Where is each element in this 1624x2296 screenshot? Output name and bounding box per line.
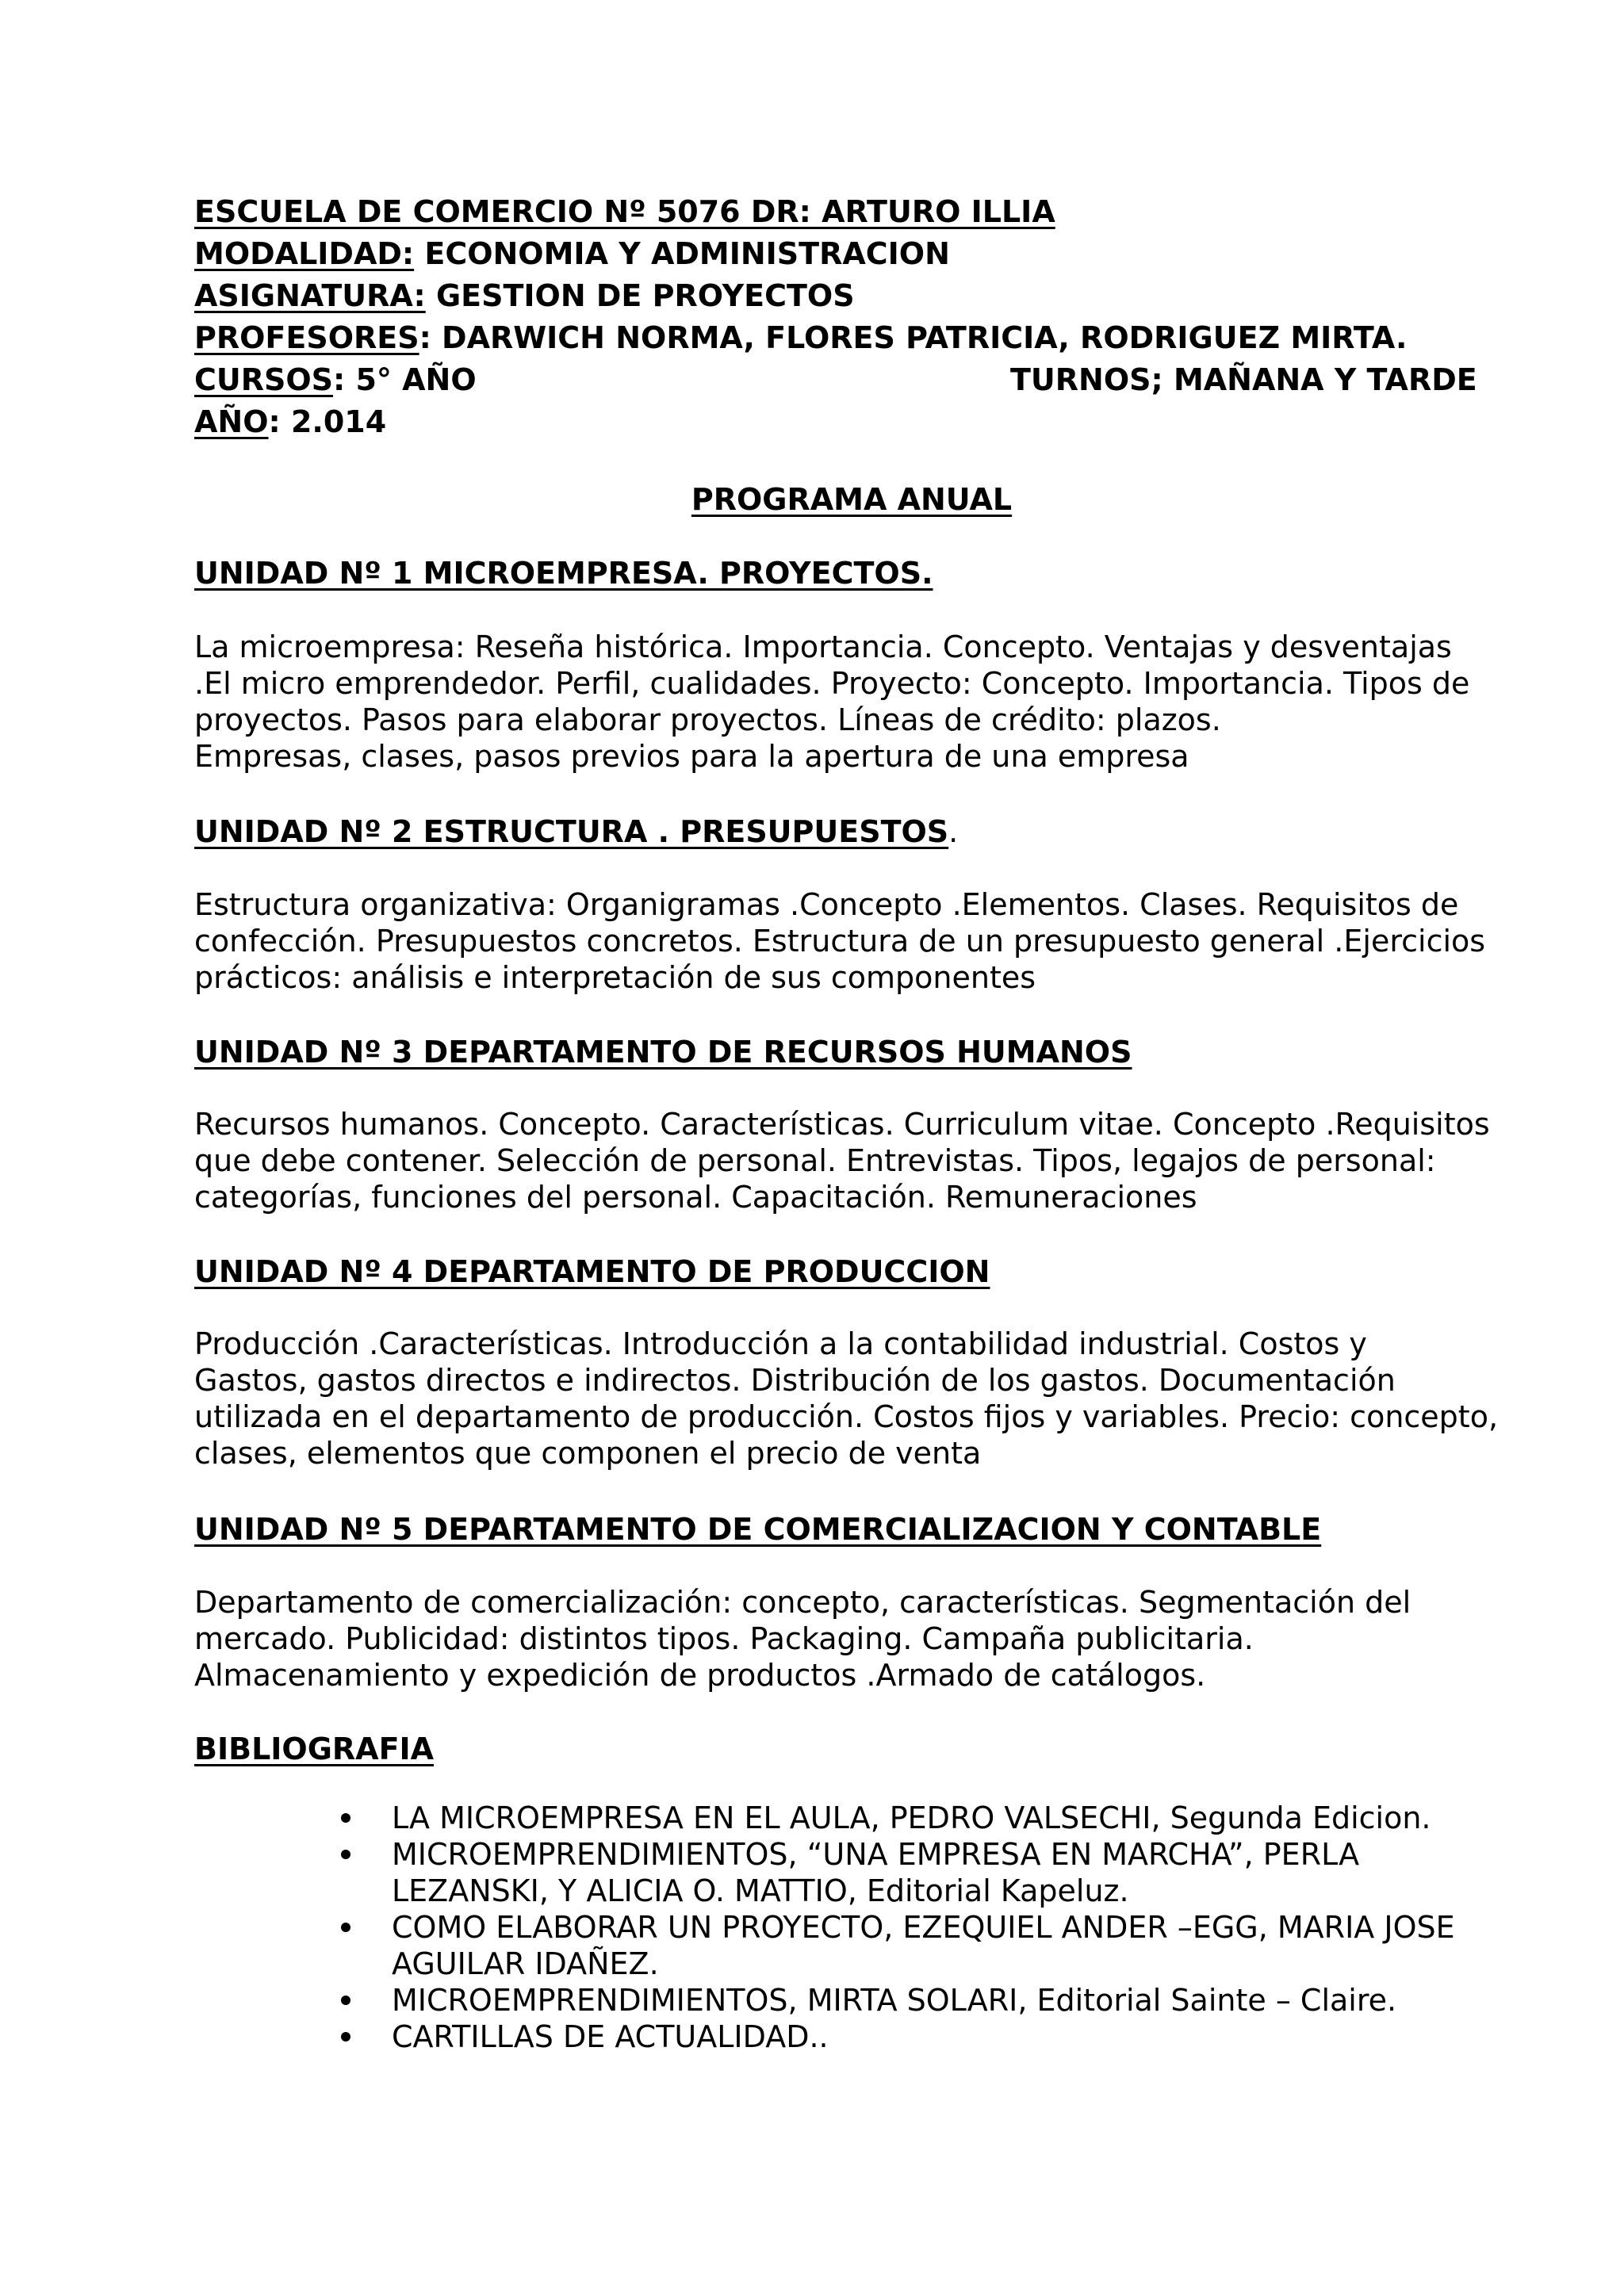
unit-1-heading: UNIDAD Nº 1 MICROEMPRESA. PROYECTOS. [194, 556, 933, 591]
bullet-icon [341, 2032, 350, 2042]
unit-3-line: categorías, funciones del personal. Capacitación. Remuneraciones [194, 1180, 1197, 1215]
bibliography-item-line: MICROEMPRENDIMIENTOS, MIRTA SOLARI, Editorial Sainte – Claire. [392, 1983, 1397, 2018]
school-name: ESCUELA DE COMERCIO Nº 5076 DR: ARTURO ILLIA [194, 194, 1055, 229]
unit-2-line: prácticos: análisis e interpretación de sus componentes [194, 960, 1036, 995]
unit-2-text [194, 886, 1511, 996]
unit-4-line: clases, elementos que componen el precio de venta [194, 1436, 982, 1471]
unit-2-line: Estructura organizativa: Organigramas .Concepto .Elementos. Clases. Requisitos de [194, 887, 1459, 922]
unit-5-heading: UNIDAD Nº 5 DEPARTAMENTO DE COMERCIALIZACION Y CONTABLE [194, 1512, 1322, 1547]
unit-1-line: La microempresa: Reseña histórica. Importancia. Concepto. Ventajas y desventajas [194, 629, 1452, 664]
anio-value: : 2.014 [268, 404, 387, 439]
cursos-value: : 5° AÑO [333, 362, 477, 397]
unit-2-line: confección. Presupuestos concretos. Estructura de un presupuesto general .Ejercicios [194, 924, 1486, 959]
bibliography-item [341, 1982, 1455, 2019]
bibliography-heading: BIBLIOGRAFIA [194, 1732, 435, 1766]
asignatura-label: ASIGNATURA: [194, 278, 426, 313]
unit-4-text [194, 1326, 1511, 1471]
bibliography-item [341, 1836, 1455, 1909]
bibliography-item-line: MICROEMPRENDIMIENTOS, “UNA EMPRESA EN MARCHA”, PERLA [392, 1837, 1360, 1872]
unit-4-line: Producción .Características. Introducción a la contabilidad industrial. Costos y [194, 1326, 1367, 1361]
cursos-line [194, 362, 477, 397]
unit-1-text [194, 629, 1511, 775]
unit-1-line: proyectos. Pasos para elaborar proyectos. Líneas de crédito: plazos. [194, 702, 1221, 737]
unit-1-line: Empresas, clases, pasos previos para la apertura de una empresa [194, 739, 1189, 774]
unit-4-line: utilizada en el departamento de producción. Costos fijos y variables. Precio: concepto, [194, 1399, 1499, 1434]
unit-5-text [194, 1584, 1511, 1693]
unit-3-line: que debe contener. Selección de personal. Entrevistas. Tipos, legajos de personal: [194, 1143, 1436, 1178]
anio-line [194, 404, 387, 439]
unit-2-heading-line [194, 814, 959, 849]
unit-1-line: .El micro emprendedor. Perfil, cualidades. Proyecto: Concepto. Importancia. Tipos de [194, 666, 1470, 701]
unit-2-heading: UNIDAD Nº 2 ESTRUCTURA . PRESUPUESTOS [194, 814, 949, 849]
cursos-label: CURSOS [194, 362, 334, 397]
profesores-label: PROFESORES [194, 320, 419, 355]
bibliography-item [341, 1909, 1455, 1982]
profesores-line [194, 320, 1408, 355]
asignatura-line [194, 278, 855, 313]
bibliography-item-line: LEZANSKI, Y ALICIA O. MATTIO, Editorial Kapeluz. [392, 1873, 1129, 1908]
unit-4-heading: UNIDAD Nº 4 DEPARTAMENTO DE PRODUCCION [194, 1254, 990, 1289]
bullet-icon [341, 1923, 350, 1932]
modalidad-line [194, 236, 950, 271]
page-title: PROGRAMA ANUAL [691, 482, 1013, 517]
modalidad-label: MODALIDAD: [194, 236, 415, 271]
unit-2-heading-suffix: . [948, 814, 959, 849]
bullet-icon [341, 1813, 350, 1823]
unit-4-line: Gastos, gastos directos e indirectos. Distribución de los gastos. Documentación [194, 1363, 1396, 1398]
unit-3-heading: UNIDAD Nº 3 DEPARTAMENTO DE RECURSOS HUMANOS [194, 1035, 1132, 1070]
unit-5-line: mercado. Publicidad: distintos tipos. Packaging. Campaña publicitaria. [194, 1621, 1254, 1656]
bibliography-list [341, 1800, 1455, 2055]
bibliography-item-line: COMO ELABORAR UN PROYECTO, EZEQUIEL ANDER –EGG, MARIA JOSE [392, 1910, 1455, 1945]
asignatura-value: GESTION DE PROYECTOS [425, 278, 855, 313]
bibliography-item [341, 1800, 1455, 1836]
modalidad-value: ECONOMIA Y ADMINISTRACION [414, 236, 950, 271]
bibliography-item-line: LA MICROEMPRESA EN EL AULA, PEDRO VALSECHI, Segunda Edicion. [392, 1800, 1431, 1835]
unit-5-line: Departamento de comercialización: concepto, características. Segmentación del [194, 1585, 1411, 1620]
profesores-value: : DARWICH NORMA, FLORES PATRICIA, RODRIGUEZ MIRTA. [419, 320, 1408, 355]
bibliography-item-line: AGUILAR IDAÑEZ. [392, 1946, 659, 1981]
bullet-icon [341, 1850, 350, 1859]
bibliography-item-line: CARTILLAS DE ACTUALIDAD.. [392, 2019, 829, 2054]
unit-5-line: Almacenamiento y expedición de productos .Armado de catálogos. [194, 1658, 1206, 1693]
bibliography-item [341, 2019, 1455, 2055]
unit-3-line: Recursos humanos. Concepto. Características. Curriculum vitae. Concepto .Requisitos [194, 1107, 1490, 1142]
anio-label: AÑO [194, 404, 269, 439]
unit-3-text [194, 1106, 1511, 1215]
bullet-icon [341, 1996, 350, 2005]
turnos-text: TURNOS; MAÑANA Y TARDE [1010, 362, 1477, 397]
